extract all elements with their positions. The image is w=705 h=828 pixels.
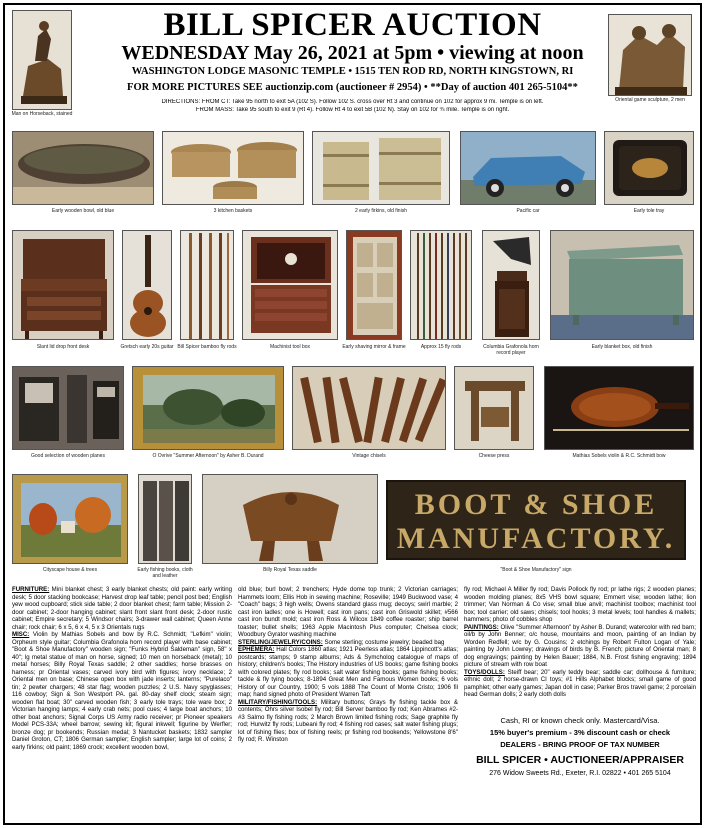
caption-cityscape: Cityscape house & trees [42,567,98,573]
section-heading: FURNITURE: [12,586,50,593]
caption-pedal-car: Pacific car [516,208,540,214]
section-text: Steiff bear; 20" early teddy bear; saddle car; dollhouse & furniture; ethnic doll; 2 horse-drawn CI toys; #1 Hills Alphabet blocks; small game of good pamphlet; other early games; Japan doll in case; Parker Bros travel game; 2 porcelain head German dolls; 2 early cloth dolls [464,668,696,698]
painting-photo [132,366,284,450]
wooden-bowl-photo [12,131,154,205]
more-pictures-line: FOR MORE PICTURES SEE auctionzip.com (auctioneer # 2954) • **Day of auction 401 265-5104** [127,82,578,93]
sign-line-1: BOOT & SHOE [414,488,658,521]
cityscape-photo [12,474,128,564]
books-photo [138,474,192,564]
toolbox-photo [242,230,338,340]
body-paragraph [238,699,458,744]
column-1 [12,586,232,784]
caption-desk: Slant lid drop front desk [36,344,90,350]
caption-saddle: Billy Royal Texas saddle [263,567,317,573]
section-text: Hall Colors 1860 atlas; 1921 Peerless atlas; 1864 Lippincott's atlas; postcards; stamps; 9 stamp albums; Ads & Symcholog catalogue of maps of history; children's books; The History industries of US books; game fishing books with colored plates; fly rod books; salt water fishing books; game fishing books; tackle & fly tying books; 8-1894 Great Men and Famous Women books; 6 vols History of our Country, 1900; 5 vols 1888 The Count of Monte Cristo; 1906 fil map; hand signed photo of President Warren Taft [238,646,458,698]
caption-tole-tray: Early tole tray [633,208,665,214]
caption-violin: Mathias Sobels violin & R.C. Schmidt bow [572,453,666,459]
body-paragraph [238,586,458,639]
body-paragraph [238,646,458,699]
sign-photo [386,480,686,560]
auctioneer-address: 276 Widow Sweets Rd., Exeter, R.I. 02822 • 401 265 5104 [489,770,671,777]
bamboo-rods-photo [180,230,234,340]
caption-rods: Bill Spicer bamboo fly rods [177,344,237,350]
caption-painting: O Ovrive "Summer Afternoon" by Asher B. Durand [152,453,264,459]
caption-guitar: Gretsch early 20s guitar [120,344,174,350]
cheese-press-photo [454,366,534,450]
sign-line-2: MANUFACTORY. [396,522,676,555]
dealers-note: DEALERS - BRING PROOF OF TAX NUMBER [500,740,660,749]
fly-rods-photo [410,230,472,340]
section-heading: TOYS/DOLLS: [464,668,505,676]
caption-cheese-press: Cheese press [478,453,510,459]
caption-books: Early fishing books, cloth and leather [137,567,193,579]
vintage-tools-photo [292,366,446,450]
section-text: fly rod; Michael A Miller fly rod; Davis Pollock fly rod; pr lathe rigs; 2 wooden planes; wooden molding planes; 8x5 VHS bowl square; Emmert vise; wooden lathe; lion trimmer; Van Norman & Co vise; small blue anvil; machinist toolbox; machinist tool box; tool carrier; old saws; chisels; tool hooks; 3 metal levels; tool handles & mallets; hammers; photo of cobbles shop [464,586,696,623]
caption-blanket-chest: Early blanket box, old finish [591,344,653,350]
guitar-photo [122,230,172,340]
caption-sign: "Boot & Shoe Manufactory" sign [500,567,572,573]
section-heading: EPHEMERA: [238,646,275,653]
body-paragraph [464,669,696,699]
section-text: Military buttons; Grays fly fishing tackle box & contents; Ohrs silver Isobel fly rod; Bill Server bamboo fly rod; Ken Abrames #2-#3 Salmo fly fishing rods; 2 March Brown limited fishing rods; Sage graphite fly rod; Hurwitz fly rods; Lubeani fly rod; 4 fishing rod cases; salt water fishing plugs; lot of fishing flies; box of fishing reels; pr fishing rod bookends; Yellowstone 8'6" fly rod; R. Winston [238,698,458,743]
section-heading: MILITARY/FISHING/TOOLS: [238,698,318,706]
auction-location: WASHINGTON LODGE MASONIC TEMPLE • 1515 TEN ROD RD, NORTH KINGSTOWN, RI [131,66,574,77]
saddle-photo [202,474,378,564]
caption-baskets: 3 kitchen baskets [213,208,253,214]
oriental-sculpture-photo [608,14,692,96]
column-3 [464,586,696,714]
tole-tray-photo [604,131,694,205]
buyer-premium: 15% buyer's premium - 3% discount cash or check [489,728,671,737]
gramophone-photo [482,230,540,340]
caption-vintage-tools: Vintage chisels [352,453,386,459]
body-paragraph [238,639,458,647]
desk-photo [12,230,114,340]
auctioneer-name: BILL SPICER • AUCTIONEER/APPRAISER [476,754,684,766]
section-text: Some sterling; costume jewelry; beaded bag [322,638,445,646]
baskets-photo [162,131,304,205]
caption-toolbox: Machinist tool box [269,344,311,350]
section-text: Violin by Mathias Sobels and bow by R.C. Schmidt; "Lefkim" violin; Orpheum style guitar; Columbia Grafonola horn record player with base cabinet; "Boot & Shoe Manufactory" wooden sign; "Funks Hybrid Saldeman" sign, 58" x 40"; lg metal statue of man on horse, signed; 10 men on horseback (metal); 10 metal horses; Billy Royal Texas saddle; 2 other saddles; horse brasses on harness; pr Oriental vases; carved ivory bird with figures; ivory necklace; 2 Oriental men on base; Chinese open box with jade inserts; lanterns; "Purelaco" tin; 2 pewter chargers; 48 star flag; wooden puzzles; 2 U.S. Navy spyglasses; 116 cowboy; Sign & Son Westport PA. gal. 80-day shelf clock; steam sign; wooden flat boat; 30" carved wooden fish; 3 early tole trays; tole ware box; 2 Victorian hanging lamps; 4 early crab nets; pool cues; 4 large boat anchors; 10 other boat anchors; Signal Corps US Army radio receiver; pr Pioneer speakers Model PCS-33A; wheel barrow; sewing kit; figural inkwell; figurine by Werfler; bronze dog; pr bookends; Russian medal; 3 Nantucket baskets; 1832 sampler Daniel Groton, CT; 1806 German sampler; English sampler; large lot of coins; 2 early firkins; old paint; 1869 crock; excellent wooden bowl, [12,631,232,751]
body-paragraph [464,624,696,669]
section-text: Olive "Summer Afternoon" by Asher B. Durand; watercolor with red barn; oil/b by John Benner; o/c house, mountains and moon, painting of an Indian by Worden Redfell; w/c by G. Cousins; 2 etchings by Robert Fulton Logan of Yale; painting by John Lowrey; drawings of birds by B. French; picture of Oriental man; 8 dog engravings; painting by Helen Bauer; 1884, N.B. Frost fishing engraving; 1894 picture of stream with row boat [464,623,696,668]
firkins-photo [312,131,450,205]
blanket-chest-photo [550,230,694,340]
body-paragraph [464,586,696,624]
auction-date: WEDNESDAY May 26, 2021 at 5pm • viewing at noon [121,42,584,64]
auction-title: BILL SPICER AUCTION [163,7,542,43]
section-heading: STERLING/JEWELRY/COINS: [238,638,323,646]
section-heading: MISC: [12,631,30,638]
section-text: Mini blanket chest; 3 early blanket chests; old paint: early writing desk; 5 door stacking bookcase; Harvest drop leaf table; pencil post bed; English yew wood cupboard; stick side table; 2 door blanket chest; farm table; Mission 2-door cabinet; 2-door hanging cabinet; slant front slant front desk; 2-door rustic cabinet; Empire secretary; 5 Windsor chairs; 3-drawer wall cabinet; Queen Anne chair; rock chair; 6 x 5, 6 x 4, 5 x 3 Orientals rugs [12,586,232,631]
caption-framed: Early shaving mirror & frame [342,344,406,350]
violin-photo [544,366,694,450]
pedal-car-photo [460,131,596,205]
caption-oriental: Oriental game sculpture, 2 men [615,97,685,103]
caption-gramophone: Columbia Grafonola horn record player [483,344,539,356]
directions-ct: DIRECTIONS: FROM CT: Take 95 north to exit 5A (102 S). Follow 102 S. cross over Rt 3 and continue on 102 for approx 9 mi. Temple is on left. [161,99,544,105]
section-heading: PAINTINGS: [464,623,499,631]
body-paragraph [12,631,232,751]
caption-planes: Good selection of wooden planes [31,453,105,459]
section-text: old blue; burl bowl; 2 trenchers; Hyde dome top trunk; 2 Victorian carriages; Hammets loom; Ellis Hob in sewing machine; Roseville; 1949 Buckwood vase; 4 "Coach" bags; 3 high wells; Owens standard glass mug; decoys; swirl marble; 2 cast iron ladles; one is Howell; cast iron pans; cast iron Griswold skillet; #566 cast iron bundt mold; cast iron Ross & Wilcox 1849 coffee roaster; ship barrel toaster; bullet shells; 1963 Apple Macintosh Plus computer; Chelsea clock; Woodbury Gyrator washing machine [238,586,458,638]
framed-photo [346,230,402,340]
column-2 [238,586,458,784]
payment-terms: Cash, RI or known check only. Mastercard/Visa. [500,716,660,725]
caption-flyrods: Approx 15 fly rods [420,344,462,350]
planes-photo [12,366,124,450]
caption-bowl: Early wooden bowl, old blue [51,208,115,214]
caption-horseman: Man on Horseback, stained [11,111,73,117]
body-paragraph [12,586,232,631]
caption-firkins: 2 early firkins, old finish [355,208,407,214]
horseman-statue-photo [12,10,72,110]
directions-mass: FROM MASS: Take 95 south to exit 9 (Rt 4). Follow Rt 4 to exit 5B (102 N). Stay on 102 for ¾ mile. Temple is on right. [195,107,510,113]
